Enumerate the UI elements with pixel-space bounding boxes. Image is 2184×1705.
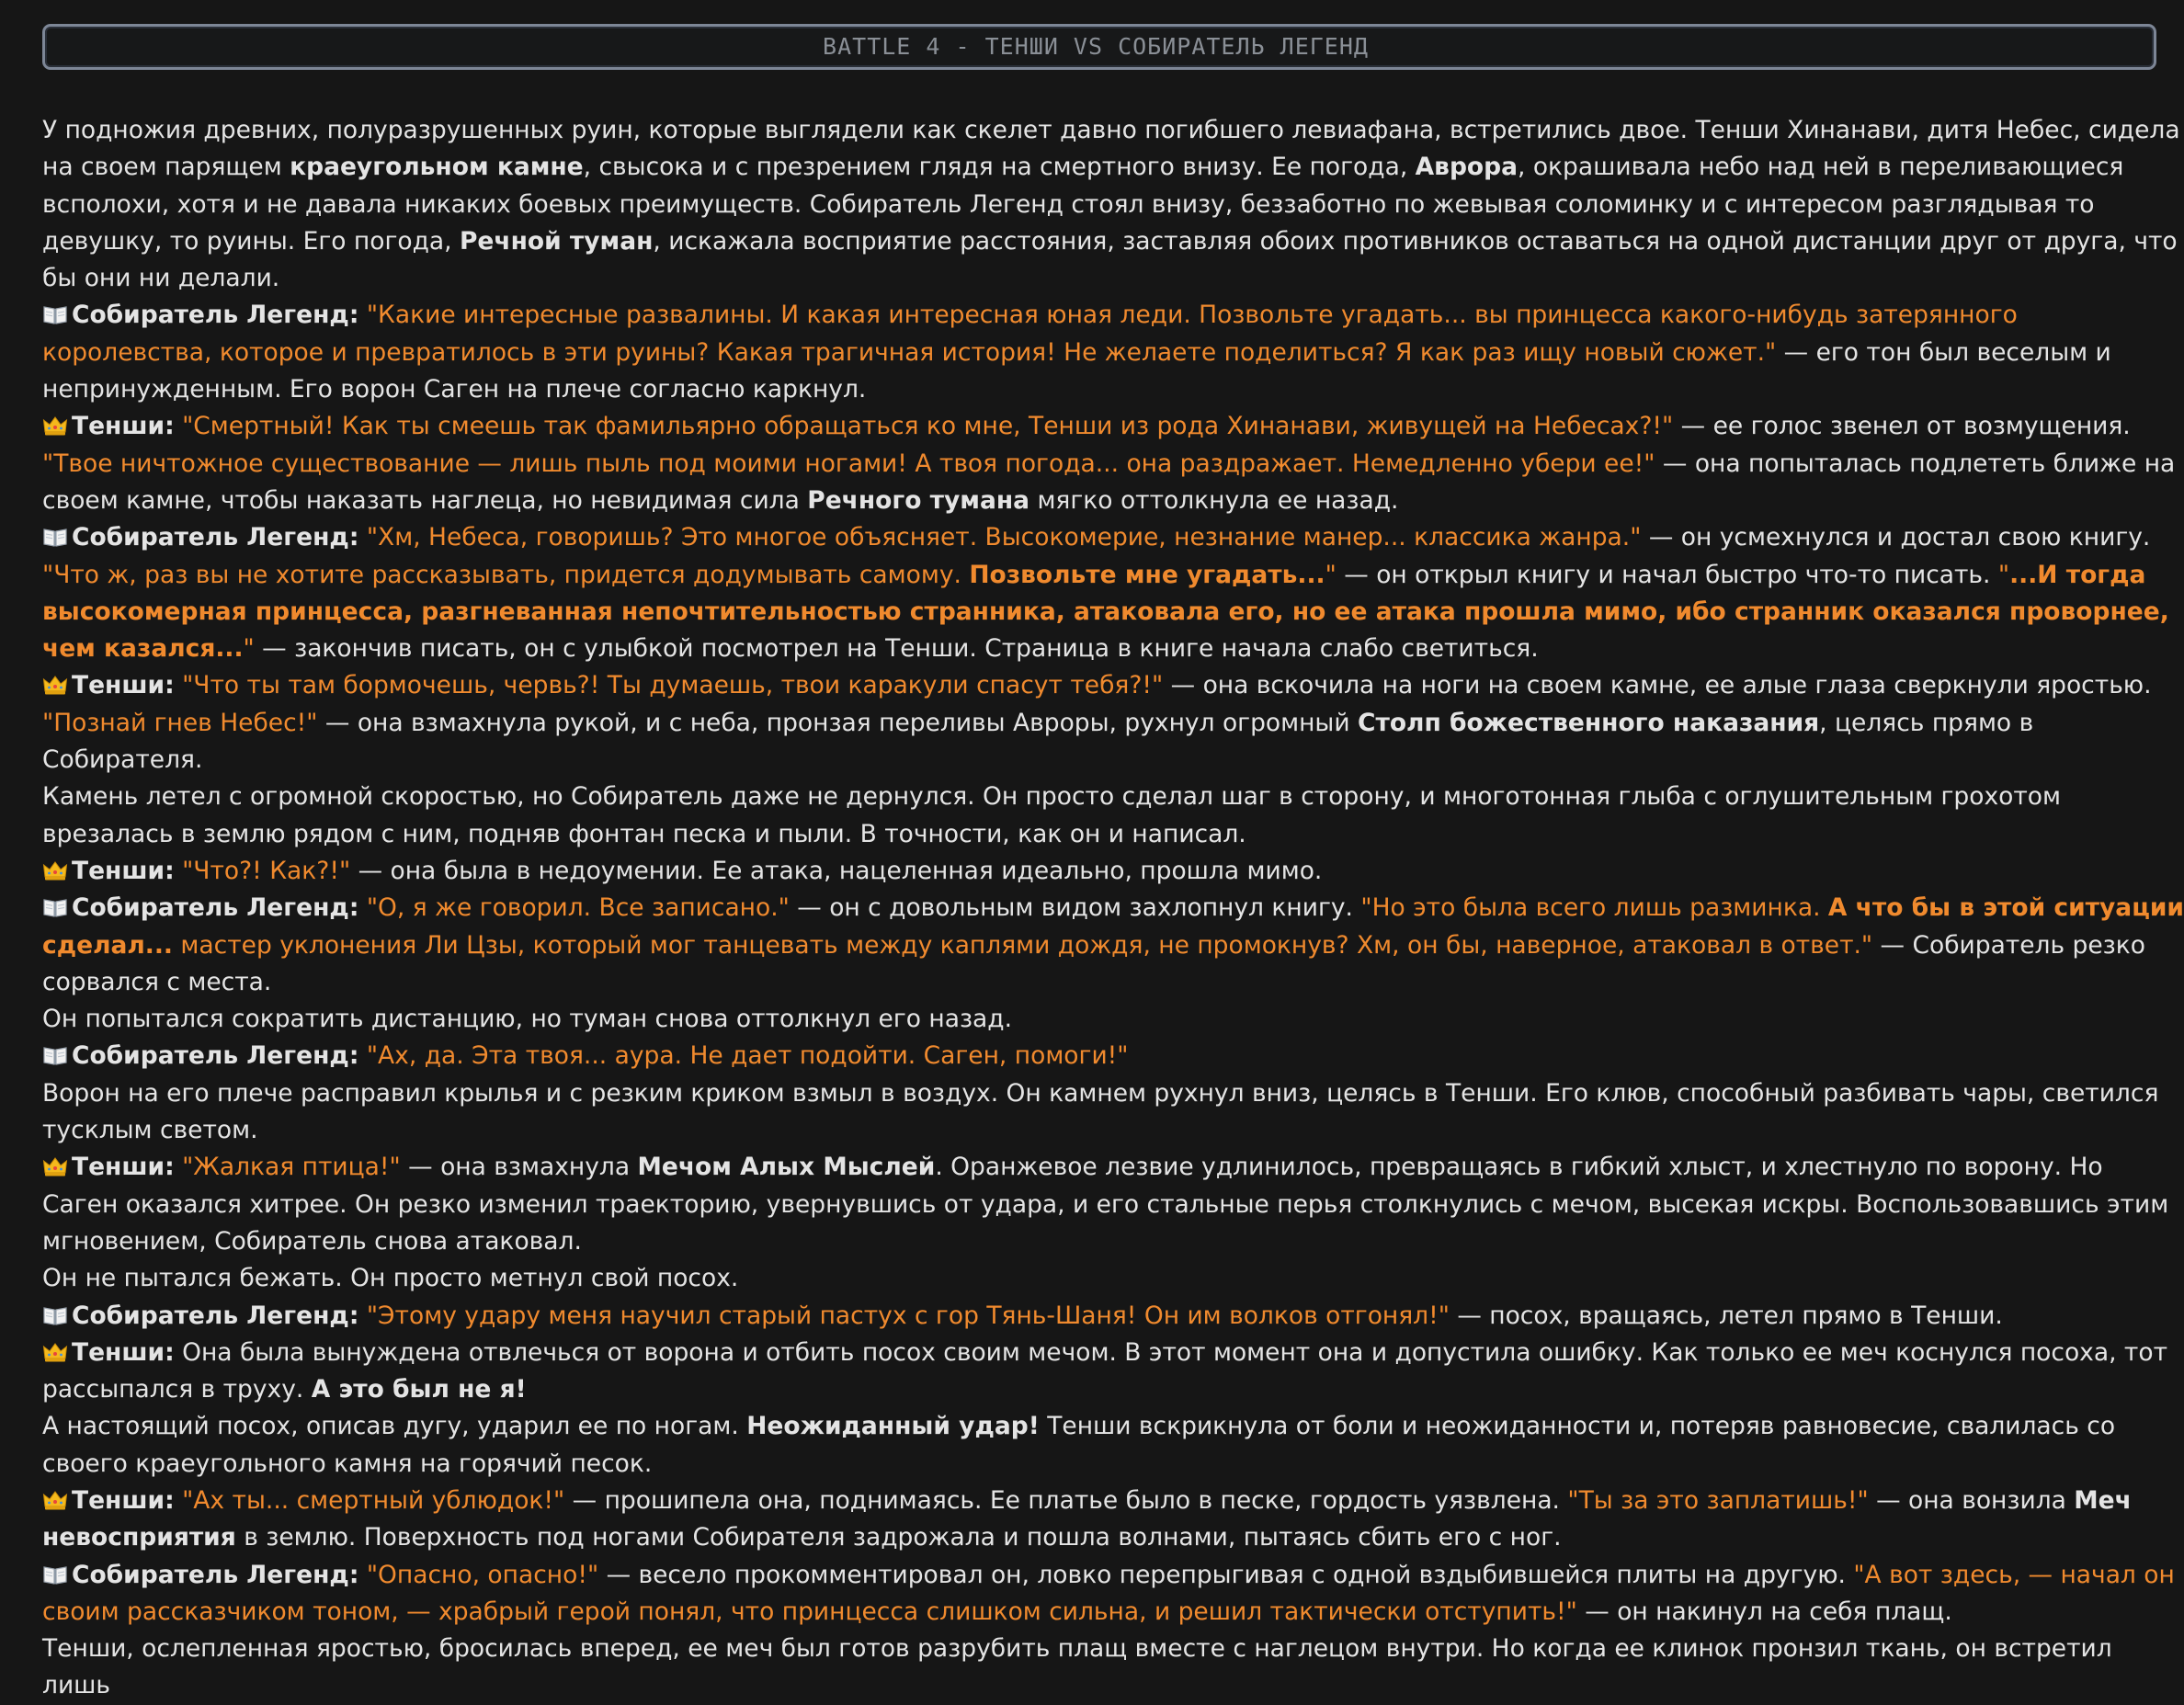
narration-text: , окрашивала небо над ней в переливающиеся всполохи, хотя и не давала никаких боевых преимуществ. Собиратель Легенд стоял внизу, беззаботно по жевывая соломинку и с интересом разглядывая то девушку, то руины. Его погода, [42, 153, 2124, 256]
narration-text: Ворон на его плече расправил крылья и с резким криком взмыл в воздух. Он камнем рухнул вниз, целясь в Тенши. Его клюв, способный разбивать чары, светился тусклым светом. [42, 1078, 2159, 1145]
speaker-name: Тенши: [72, 1485, 175, 1515]
narration-text [358, 1561, 366, 1589]
speaker-name: Тенши: [72, 1337, 175, 1367]
narration-text: — весело прокомментировал он, ловко перепрыгивая с одной вздыбившейся плиты на другую. [598, 1560, 1854, 1589]
narration-text: А настоящий посох, описав дугу, ударил ее по ногам. [42, 1412, 747, 1441]
narration-text: — она взмахнула [400, 1153, 638, 1182]
narration-text [175, 412, 182, 440]
story-paragraph [42, 1001, 2184, 1038]
battle-title: BATTLE 4 - ТЕНШИ VS СОБИРАТЕЛЬ ЛЕГЕНД [823, 33, 1369, 60]
emphasis-text: Столп божественного наказания [1358, 708, 1820, 737]
dialogue-quote: "А вот здесь, — начал он своим рассказчиком тоном, — храбрый герой понял, что принцесса слишком сильна, и решил тактически отступить!" [42, 1560, 2175, 1626]
narration-text [175, 857, 182, 885]
dialogue-quote: "Смертный! Как ты смеешь так фамильярно обращаться ко мне, Тенши из рода Хинанави, живущей на Небесах?!" [182, 412, 1674, 441]
speaker-name: Собиратель Легенд: [72, 1301, 359, 1330]
dialogue-quote: "Опасно, опасно!" [366, 1560, 599, 1589]
story-paragraph [42, 297, 2184, 408]
narration-text: Камень летел с огромной скоростью, но Собиратель даже не дернулся. Он просто сделал шаг в сторону, и многотонная глыба с оглушительным грохотом врезалась в землю рядом с ним, подняв фонтан песка и пыли. В точности, как он и написал. [42, 782, 2062, 848]
story-paragraph [42, 1335, 2184, 1409]
narration-text: . Оранжевое лезвие удлинилось, превращаясь в гибкий хлыст, и хлестнуло по ворону. Но Саген оказался хитрее. Он резко изменил траекторию, увернувшись от удара, и его стальные перья столкнулись с мечом, высекая искры. Воспользовавшись этим мгновением, Собиратель снова атаковал. [42, 1153, 2169, 1256]
speaker-name: Собиратель Легенд: [72, 893, 359, 923]
dialogue-quote: "О, я же говорил. Все записано." [366, 893, 790, 923]
narration-text: — посох, вращаясь, летел прямо в Тенши. [1449, 1301, 2003, 1330]
narration-text: — прошипела она, поднимаясь. Ее платье было в песке, гордость уязвлена. [564, 1485, 1568, 1515]
narration-text: — закончив писать, он с улыбкой посмотрел на Тенши. Страница в книге начала слабо светиться. [254, 634, 1539, 664]
dialogue-quote: "Этому удару меня научил старый пастух с гор Тянь-Шаня! Он им волков отгонял!" [366, 1301, 1450, 1330]
speaker-name: Тенши: [72, 412, 175, 441]
narration-text: , целясь прямо в Собирателя. [42, 708, 2034, 775]
story-paragraph [42, 890, 2184, 1001]
narration-text: мягко оттолкнула ее назад. [1029, 485, 1399, 515]
narration-text: — она была в недоумении. Ее атака, нацеленная идеально, прошла мимо. [350, 856, 1323, 885]
story-paragraph [42, 1631, 2184, 1705]
narration-text: — он с довольным видом захлопнул книгу. [789, 893, 1361, 923]
narration-text: Тенши, ослепленная яростью, бросилась вперед, ее меч был готов разрубить плащ вместе с наглецом внутри. Но когда ее клинок пронзил ткань, он встретил лишь [42, 1634, 2112, 1700]
dialogue-quote: "Хм, Небеса, говоришь? Это многое объясняет. Высокомерие, незнание манер... классика жанра." [366, 523, 1642, 552]
dialogue-quote: "Ты за это заплатишь!" [1567, 1485, 1869, 1515]
narration-text: Тенши вскрикнула от боли и неожиданности и, потеряв равновесие, свалилась со своего краеугольного камня на горячий песок. [42, 1412, 2116, 1478]
crown-icon [42, 1489, 68, 1511]
speaker-name: Собиратель Легенд: [72, 523, 359, 552]
emphasis-text: Меч невосприятия [42, 1485, 2132, 1552]
story-paragraph [42, 408, 2184, 519]
narration-text: , свысока и с презрением глядя на смертного внизу. Ее погода, [583, 153, 1416, 182]
narration-text [175, 671, 182, 699]
narration-text [175, 1486, 182, 1515]
open-book-icon [42, 896, 68, 918]
narration-text: — она взмахнула рукой, и с неба, пронзая переливы Авроры, рухнул огромный [317, 708, 1359, 737]
speaker-name: Собиратель Легенд: [72, 1560, 359, 1589]
dialogue-quote: " [243, 634, 255, 664]
open-book-icon [42, 1044, 68, 1066]
dialogue-quote: "Твое ничтожное существование — лишь пыль под моими ногами! А твоя погода... она раздражает. Немедленно убери ее!" [42, 449, 1655, 478]
story-text [42, 112, 2184, 1705]
story-paragraph [42, 1557, 2184, 1631]
dialogue-quote: "Ах, да. Эта твоя... аура. Не дает подойти. Саген, помоги!" [366, 1041, 1129, 1071]
open-book-icon [42, 1563, 68, 1586]
narration-text: У подножия древних, полуразрушенных руин, которые выглядели как скелет давно погибшего левиафана, встретились двое. Тенши Хинанави, дитя Небес, сидела на своем парящем [42, 116, 2180, 182]
emphasis-text: краеугольном камне [290, 153, 584, 182]
story-paragraph [42, 1038, 2184, 1074]
narration-text: — она попыталась подлететь ближе на своем камне, чтобы наказать наглеца, но невидимая сила [42, 449, 2176, 515]
dialogue-quote: " [1997, 560, 2010, 589]
story-paragraph [42, 853, 2184, 890]
dialogue-quote: "Какие интересные развалины. И какая интересная юная леди. Позвольте угадать... вы принцесса какого-нибудь затерянного королевства, которое и превратилось в эти руины? Какая трагичная история! Не желаете поделиться? Я как раз ищу новый сюжет." [42, 301, 2018, 367]
story-paragraph [42, 1260, 2184, 1297]
emphasis-text: Мечом Алых Мыслей [637, 1153, 936, 1182]
speaker-name: Собиратель Легенд: [72, 301, 359, 330]
dialogue-quote: "Жалкая птица!" [182, 1153, 401, 1182]
story-paragraph [42, 1298, 2184, 1335]
narration-text [358, 1041, 366, 1070]
open-book-icon [42, 303, 68, 325]
story-paragraph [42, 1149, 2184, 1260]
crown-icon [42, 415, 68, 437]
open-book-icon [42, 1304, 68, 1326]
dialogue-quote: мастер уклонения Ли Цзы, который мог танцевать между каплями дождя, не промокнув? Хм, он бы, наверное, атаковал в ответ." [173, 930, 1873, 960]
story-paragraph [42, 1075, 2184, 1150]
emphasis-text: Речного тумана [807, 485, 1030, 515]
narration-text [358, 523, 366, 551]
speaker-name: Тенши: [72, 856, 175, 885]
emphasis-text: А это был не я! [311, 1375, 527, 1404]
dialogue-quote: А что бы в этой ситуации сделал... [42, 893, 2184, 960]
narration-text: Она была вынуждена отвлечься от ворона и отбить посох своим мечом. В этот момент она и допустила ошибку. Как только ее меч коснулся посоха, тот рассыпался в труху. [42, 1337, 2168, 1404]
emphasis-text: Речной туман [460, 226, 654, 256]
crown-icon [42, 1341, 68, 1363]
narration-text [358, 301, 366, 329]
narration-text: — она вонзила [1868, 1485, 2075, 1515]
story-paragraph [42, 779, 2184, 853]
speaker-name: Тенши: [72, 1153, 175, 1182]
narration-text: Он попытался сократить дистанцию, но туман снова оттолкнул его назад. [42, 1005, 1013, 1034]
battle-title-box [42, 24, 2156, 70]
narration-text: — его тон был веселым и непринужденным. Его ворон Саген на плече согласно каркнул. [42, 337, 2111, 404]
dialogue-quote: "Познай гнев Небес!" [42, 708, 318, 737]
speaker-name: Собиратель Легенд: [72, 1041, 359, 1071]
story-paragraph [42, 112, 2184, 297]
dialogue-quote: " [1325, 560, 1337, 589]
narration-text: — он усмехнулся и достал свою книгу. [1641, 523, 2151, 552]
emphasis-text: Неожиданный удар! [746, 1412, 1040, 1441]
dialogue-quote: "Что ты там бормочешь, червь?! Ты думаешь, твои каракули спасут тебя?!" [182, 671, 1164, 700]
narration-text [358, 1301, 366, 1330]
emphasis-text: Аврора [1415, 153, 1518, 182]
crown-icon [42, 1155, 68, 1177]
story-paragraph [42, 1408, 2184, 1483]
crown-icon [42, 859, 68, 881]
story-paragraph [42, 667, 2184, 779]
dialogue-quote: "Но это была всего лишь разминка. [1360, 893, 1828, 923]
narration-text: , искажала восприятие расстояния, заставляя обоих противников оставаться на одной дистанции друг от друга, что бы они ни делали. [42, 226, 2178, 293]
story-paragraph [42, 1483, 2184, 1557]
narration-text: — он накинул на себя плащ. [1576, 1597, 1952, 1626]
open-book-icon [42, 526, 68, 548]
narration-text: — он открыл книгу и начал быстро что-то писать. [1336, 560, 1998, 589]
crown-icon [42, 674, 68, 696]
dialogue-quote: "Что ж, раз вы не хотите рассказывать, придется додумывать самому. [42, 560, 970, 589]
dialogue-quote: "Ах ты... смертный ублюдок!" [182, 1485, 565, 1515]
dialogue-quote: Позвольте мне угадать... [969, 560, 1325, 589]
narration-text [175, 1153, 182, 1181]
narration-text [358, 893, 366, 922]
speaker-name: Тенши: [72, 671, 175, 700]
dialogue-quote: "Что?! Как?!" [182, 856, 351, 885]
narration-text: — Собиратель резко сорвался с места. [42, 930, 2145, 996]
narration-text: — она вскочила на ноги на своем камне, ее алые глаза сверкнули яростью. [1163, 671, 2152, 700]
story-paragraph [42, 519, 2184, 667]
narration-text: в землю. Поверхность под ногами Собирателя задрожала и пошла волнами, пытаясь сбить его с ног. [235, 1523, 1562, 1552]
narration-text: — ее голос звенел от возмущения. [1673, 412, 2131, 441]
narration-text: Он не пытался бежать. Он просто метнул свой посох. [42, 1264, 739, 1293]
dialogue-quote: ...И тогда высокомерная принцесса, разгневанная непочтительностью странника, атаковала его, но ее атака прошла мимо, ибо странник оказался проворнее, чем казался... [42, 560, 2169, 664]
